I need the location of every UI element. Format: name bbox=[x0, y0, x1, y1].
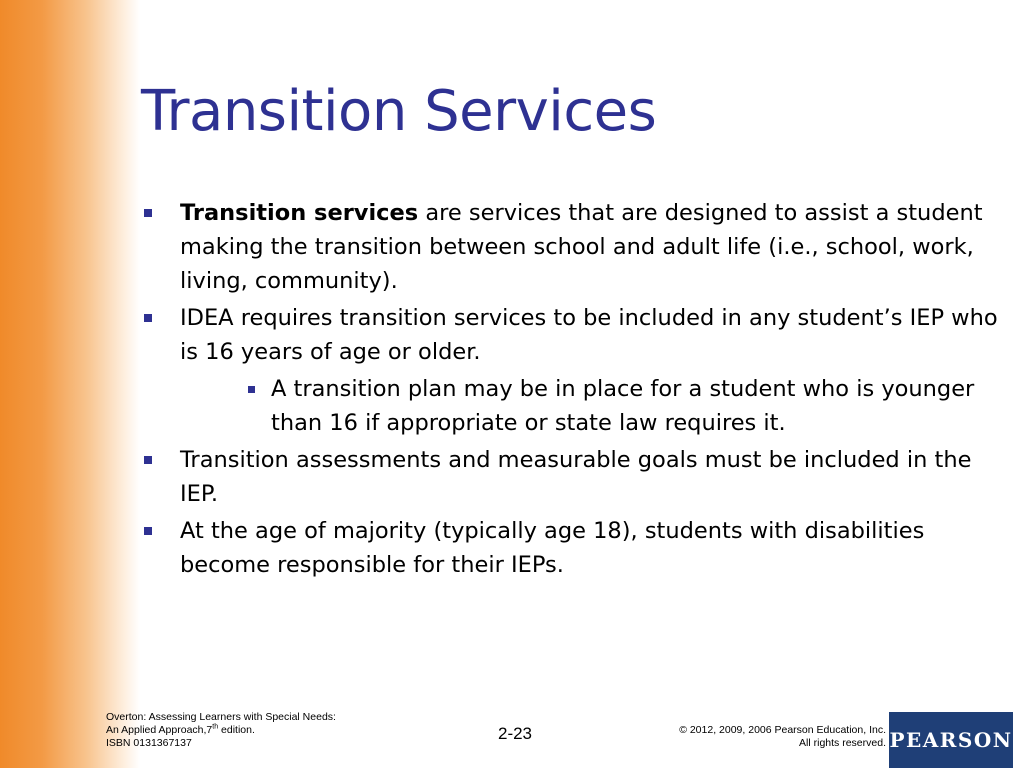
bullet-item bbox=[142, 196, 1002, 298]
square-bullet-icon bbox=[144, 527, 152, 535]
square-bullet-icon bbox=[248, 386, 255, 393]
footer-book-citation bbox=[106, 711, 336, 750]
pearson-logo bbox=[889, 712, 1013, 768]
square-bullet-icon bbox=[144, 314, 152, 322]
rights-line: All rights reserved. bbox=[799, 737, 886, 749]
orange-gradient-band bbox=[0, 0, 140, 768]
bullet-text: At the age of majority (typically age 18), students with disabilities become responsible for their IEPs. bbox=[180, 518, 925, 578]
bullet-text: are services that are designed to assist a student making the transition between school and adult life (i.e., school, work, living, community). bbox=[180, 200, 983, 294]
square-bullet-icon bbox=[144, 456, 152, 464]
bullet-text: Transition assessments and measurable goals must be included in the IEP. bbox=[180, 447, 972, 507]
footer-citation-line: An Applied Approach,7th edition. bbox=[106, 723, 255, 736]
pearson-logo-text: PEARSON bbox=[889, 728, 1013, 752]
sub-bullet-item bbox=[142, 372, 1002, 440]
slide-content bbox=[142, 196, 1002, 585]
bullet-item bbox=[142, 514, 1002, 582]
footer-copyright bbox=[679, 724, 886, 750]
bullet-bold-term: Transition services bbox=[180, 200, 419, 226]
footer-citation-line: Overton: Assessing Learners with Special Needs: bbox=[106, 711, 336, 723]
bullet-item bbox=[142, 301, 1002, 369]
square-bullet-icon bbox=[144, 209, 152, 217]
slide-title: Transition Services bbox=[141, 79, 657, 144]
copyright-line: © 2012, 2009, 2006 Pearson Education, Inc. bbox=[679, 724, 886, 736]
slide-number: 2-23 bbox=[497, 724, 533, 743]
bullet-text: IDEA requires transition services to be included in any student’s IEP who is 16 years of age or older. bbox=[180, 305, 998, 365]
footer-isbn: ISBN 0131367137 bbox=[106, 737, 192, 749]
bullet-item bbox=[142, 443, 1002, 511]
sub-bullet-text: A transition plan may be in place for a student who is younger than 16 if appropriate or state law requires it. bbox=[271, 376, 975, 436]
